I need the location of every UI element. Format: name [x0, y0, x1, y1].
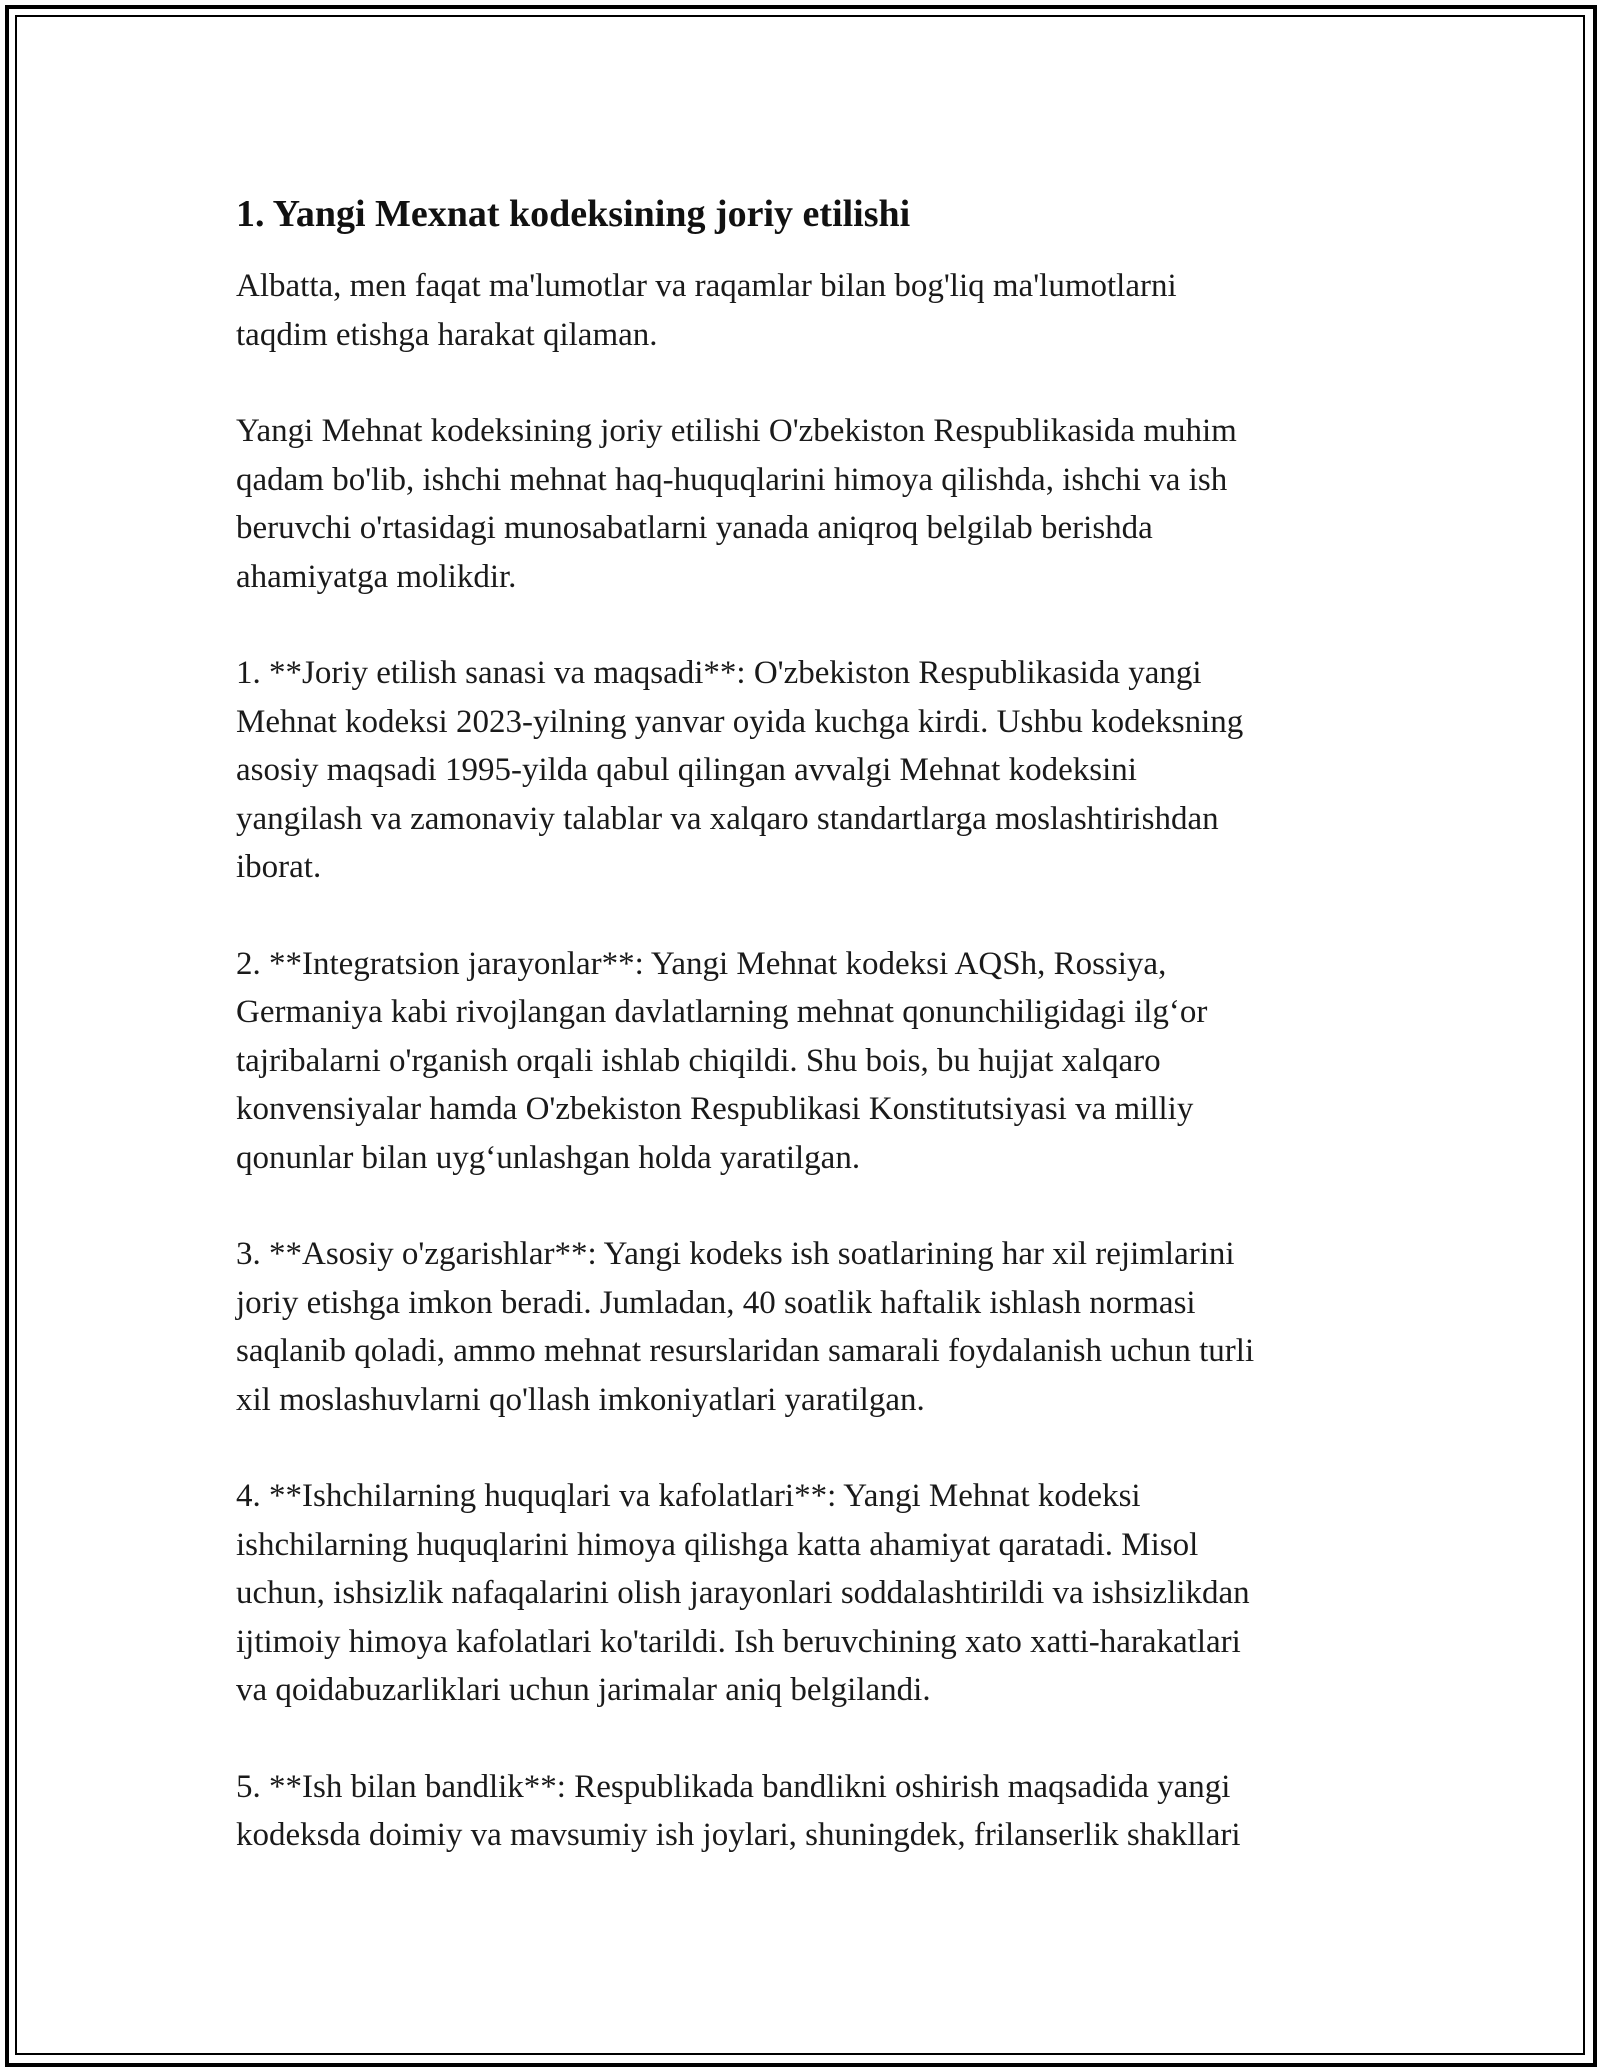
document-title: 1. Yangi Mexnat kodeksining joriy etilishi	[236, 193, 911, 235]
list-item-2-paragraph: 2. **Integratsion jarayonlar**: Yangi Mehnat kodeksi AQSh, Rossiya, Germaniya kabi rivojlangan davlatlarning mehnat qonunchiligidagi ilg‘or tajribalarni o'rganish orqali ishlab chiqildi. Shu bois, bu hujjat xalqaro konvensiyalar hamda O'zbekiston Respublikasi Konstitutsiyasi va milliy qonunlar bilan uyg‘unlashgan holda yaratilgan.	[236, 945, 1208, 1176]
list-item-1-paragraph: 1. **Joriy etilish sanasi va maqsadi**: O'zbekiston Respublikasida yangi Mehnat kodeksi 2023-yilning yanvar oyida kuchga kirdi. Ushbu kodeksning asosiy maqsadi 1995-yilda qabul qilingan avvalgi Mehnat kodeksini yangilash va zamonaviy talablar va xalqaro standartlarga moslashtirishdan iborat.	[236, 655, 1244, 885]
intro-paragraph: Albatta, men faqat ma'lumotlar va raqamlar bilan bog'liq ma'lumotlarni taqdim etishga harakat qilaman.	[236, 268, 1177, 353]
document-body	[236, 184, 1376, 1860]
list-item-5-paragraph: 5. **Ish bilan bandlik**: Respublikada bandlikni oshirish maqsadida yangi kodeksda doimiy va mavsumiy ish joylari, shuningdek, frilanserlik shakllari	[236, 1768, 1241, 1853]
list-item-4-paragraph: 4. **Ishchilarning huquqlari va kafolatlari**: Yangi Mehnat kodeksi ishchilarning huquqlarini himoya qilishga katta ahamiyat qaratadi. Misol uchun, ishsizlik nafaqalarini olish jarayonlari soddalashtirildi va ishsizlikdan ijtimoiy himoya kafolatlari ko'tarildi. Ish beruvchining xato xatti-harakatlari va qoidabuzarliklari uchun jarimalar aniq belgilandi.	[236, 1478, 1250, 1708]
list-item-3-paragraph: 3. **Asosiy o'zgarishlar**: Yangi kodeks ish soatlarining har xil rejimlarini joriy etishga imkon beradi. Jumladan, 40 soatlik haftalik ishlash normasi saqlanib qoladi, ammo mehnat resurslaridan samarali foydalanish uchun turli xil moslashuvlarni qo'llash imkoniyatlari yaratilgan.	[236, 1236, 1255, 1418]
overview-paragraph: Yangi Mehnat kodeksining joriy etilishi O'zbekiston Respublikasida muhim qadam bo'lib, ishchi mehnat haq-huquqlarini himoya qilishda, ishchi va ish beruvchi o'rtasidagi munosabatlarni yanada aniqroq belgilab berishda ahamiyatga molikdir.	[236, 413, 1237, 595]
